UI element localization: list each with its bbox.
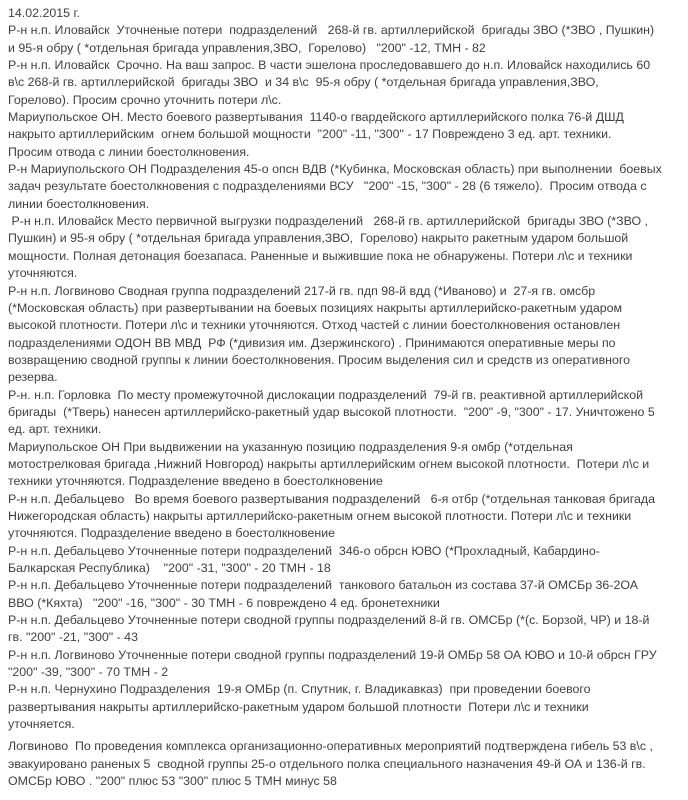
text-line: Р-н н.п. Иловайск Срочно. На ваш запрос. В части эшелона проследовавшего до н.п. Иловайск находились 60: [8, 58, 651, 73]
text-line: уточняются. Подразделение введено в боестолкновение: [8, 526, 336, 541]
text-line: (*Московская область) при развертывании на боевых позициях накрыты артиллерийско-ракетным ударом: [8, 300, 623, 315]
text-line: Пушкин) и 95-я обру ( *отдельная бригада управления,ЗВО, Горелово) накрыто ракетным ударом большой: [8, 231, 629, 246]
text-line: Р-н Мариупольского ОН Подразделения 45-о опсн ВДВ (*Кубинка, Московская область) при выполнении боевых: [8, 162, 662, 177]
report-paragraph: [8, 647, 684, 682]
text-line: Просим отвода с линии боестолкновения.: [8, 144, 250, 159]
text-line: Мариупольское ОН. Место боевого развертывания 1140-о гвардейского артиллерийского полка 76-й ДШД: [8, 110, 624, 125]
report-paragraph: [8, 491, 684, 543]
text-line: мощности. Полная детонация боезапаса. Раненные и выжившие пока не обнаружены. Потери л\с и техники: [8, 248, 633, 263]
report-paragraph: [8, 439, 684, 491]
text-line: ОМСБр ЮВО . "200" плюс 53 "300" плюс 5 ТМН минус 58: [8, 774, 337, 789]
report-paragraph: [8, 57, 684, 109]
text-line: резерва.: [8, 370, 58, 385]
text-line: ед. арт. техники.: [8, 422, 102, 437]
text-line: Логвиново По проведения комплекса организационно-оперативных мероприятий подтверждена гибель 53 в\с ,: [8, 739, 653, 754]
text-line: Горелово). Просим срочно уточнить потери л\с.: [8, 92, 282, 107]
text-line: Р-н н.п. Дебальцево Уточненные потери сводной группы подразделений 8-й гв. ОМСБр (*(с. Борзой, ЧР) и 18-й: [8, 613, 650, 628]
text-line: возвращению сводной группы к линии боестолкновения. Просим выделения сил и средств из оперативного: [8, 352, 631, 367]
text-line: Р-н н.п. Дебальцево Во время боевого развертывания подразделений 6-я отбр (*отдельная танковая бригада: [8, 491, 655, 506]
text-line: уточняется.: [8, 717, 75, 732]
text-line: Р-н н.п. Чернухино Подразделения 19-я ОМБр (п. Спутник, г. Владикавказ) при проведении боевого: [8, 682, 591, 697]
text-line: уточняются.: [8, 266, 78, 281]
text-line: Р-н н.п. Логвиново Сводная группа подразделений 217-й гв. пдп 98-й вдд (*Иваново) и 27-я гв. омсбр: [8, 283, 596, 298]
text-line: Р-н н.п. Иловайск Уточненые потери подразделений 268-й гв. артиллерийской бригады ЗВО (*ЗВО , Пушкин): [8, 23, 655, 38]
text-line: Р-н н.п. Дебальцево Уточненные потери подразделений танкового батальон из состава 37-й ОМСБр 36-2ОА: [8, 578, 638, 593]
report-paragraph: [8, 283, 684, 387]
report-paragraph: [8, 22, 684, 57]
report-paragraph: [8, 738, 684, 790]
text-line: задач результате боестолкновения с подразделениями ВСУ "200" -15, "300" - 28 (6 тяжело). Просим отвода с: [8, 179, 647, 194]
report-paragraph: [8, 387, 684, 439]
report-paragraph: [8, 5, 684, 22]
text-line: 14.02.2015 г.: [8, 6, 80, 20]
text-line: развертывания накрыты артиллерийско-ракетным ударом большой плотности Потери л\с и техники: [8, 699, 589, 714]
text-line: Нижегородская область) накрыты артиллерийско-ракетным огнем высокой плотности. Потери л\с и техники: [8, 508, 632, 523]
text-line: линии боестолкновения.: [8, 196, 150, 211]
text-line: Р-н н.п. Иловайск Место первичной выгрузки подразделений 268-й гв. артиллерийской бригады ЗВО (*ЗВО ,: [8, 214, 648, 229]
report-paragraph: [8, 577, 684, 612]
report-paragraph: [8, 543, 684, 578]
text-line: подразделениями ОДОН ВВ МВД РФ (*дивизия им. Дзержинского) . Принимаются оперативные меры по: [8, 335, 616, 350]
report-paragraph: [8, 681, 684, 733]
text-line: и 95-я обру ( *отдельная бригада управления,ЗВО, Горелово) "200" -12, ТМН - 82: [8, 40, 486, 55]
report-paragraph: [8, 612, 684, 647]
text-line: Мариупольское ОН При выдвижении на указанную позицию подразделения 9-я омбр (*отдельная: [8, 439, 573, 454]
report-paragraph: [8, 213, 684, 282]
text-line: ВВО (*Кяхта) "200" -16, "300" - 30 ТМН - 6 повреждено 4 ед. бронетехники: [8, 595, 440, 610]
text-line: в\с 268-й гв. артиллерийской бригады ЗВО и 34 в\с 95-я обру ( *отдельная бригада управления,ЗВО,: [8, 75, 599, 90]
text-line: техники уточняются. Подразделение введено в боестолкновение: [8, 474, 383, 489]
text-line: Р-н. н.п. Горловка По месту промежуточной дислокации подразделений 79-й гв. реактивной артиллерийской: [8, 387, 644, 402]
report-paragraph: [8, 161, 684, 213]
text-line: гв. "200" -21, "300" - 43: [8, 630, 138, 645]
text-line: Балкарская Республика) "200" -31, "300" - 20 ТМН - 18: [8, 561, 331, 575]
text-line: накрыто артиллерийским огнем большой мощности "200" -11, "300" - 17 Повреждено 3 ед. арт. техники.: [8, 127, 612, 142]
text-line: мотострелковая бригада ,Нижний Новгород) накрыты артиллерийским огнем высокой плотности. Потери л\с и: [8, 456, 650, 471]
text-line: "200" -39, "300" - 70 ТМН - 2: [8, 665, 169, 680]
text-line: Р-н н.п. Дебальцево Уточненные потери подразделений 346-о обрсн ЮВО (*Прохладный, Кабардино-: [8, 543, 600, 558]
text-line: высокой плотности. Потери л\с и техники уточняются. Отход частей с линии боестолкновения остановлен: [8, 318, 621, 333]
text-line: бригады (*Тверь) нанесен артиллерийско-ракетный удар высокой плотности. "200" -9, "300" - 17. Уничтожено 5: [8, 404, 655, 419]
report-paragraph: [8, 109, 684, 161]
text-line: Р-н н.п. Логвиново Уточненные потери сводной группы подразделений 19-й ОМБр 58 ОА ЮВО и 10-й обрсн ГРУ: [8, 647, 657, 662]
text-line: эвакуировано раненых 5 сводной группы 25-о отдельного полка специального назначения 49-й ОА и 136-й гв.: [8, 756, 646, 771]
